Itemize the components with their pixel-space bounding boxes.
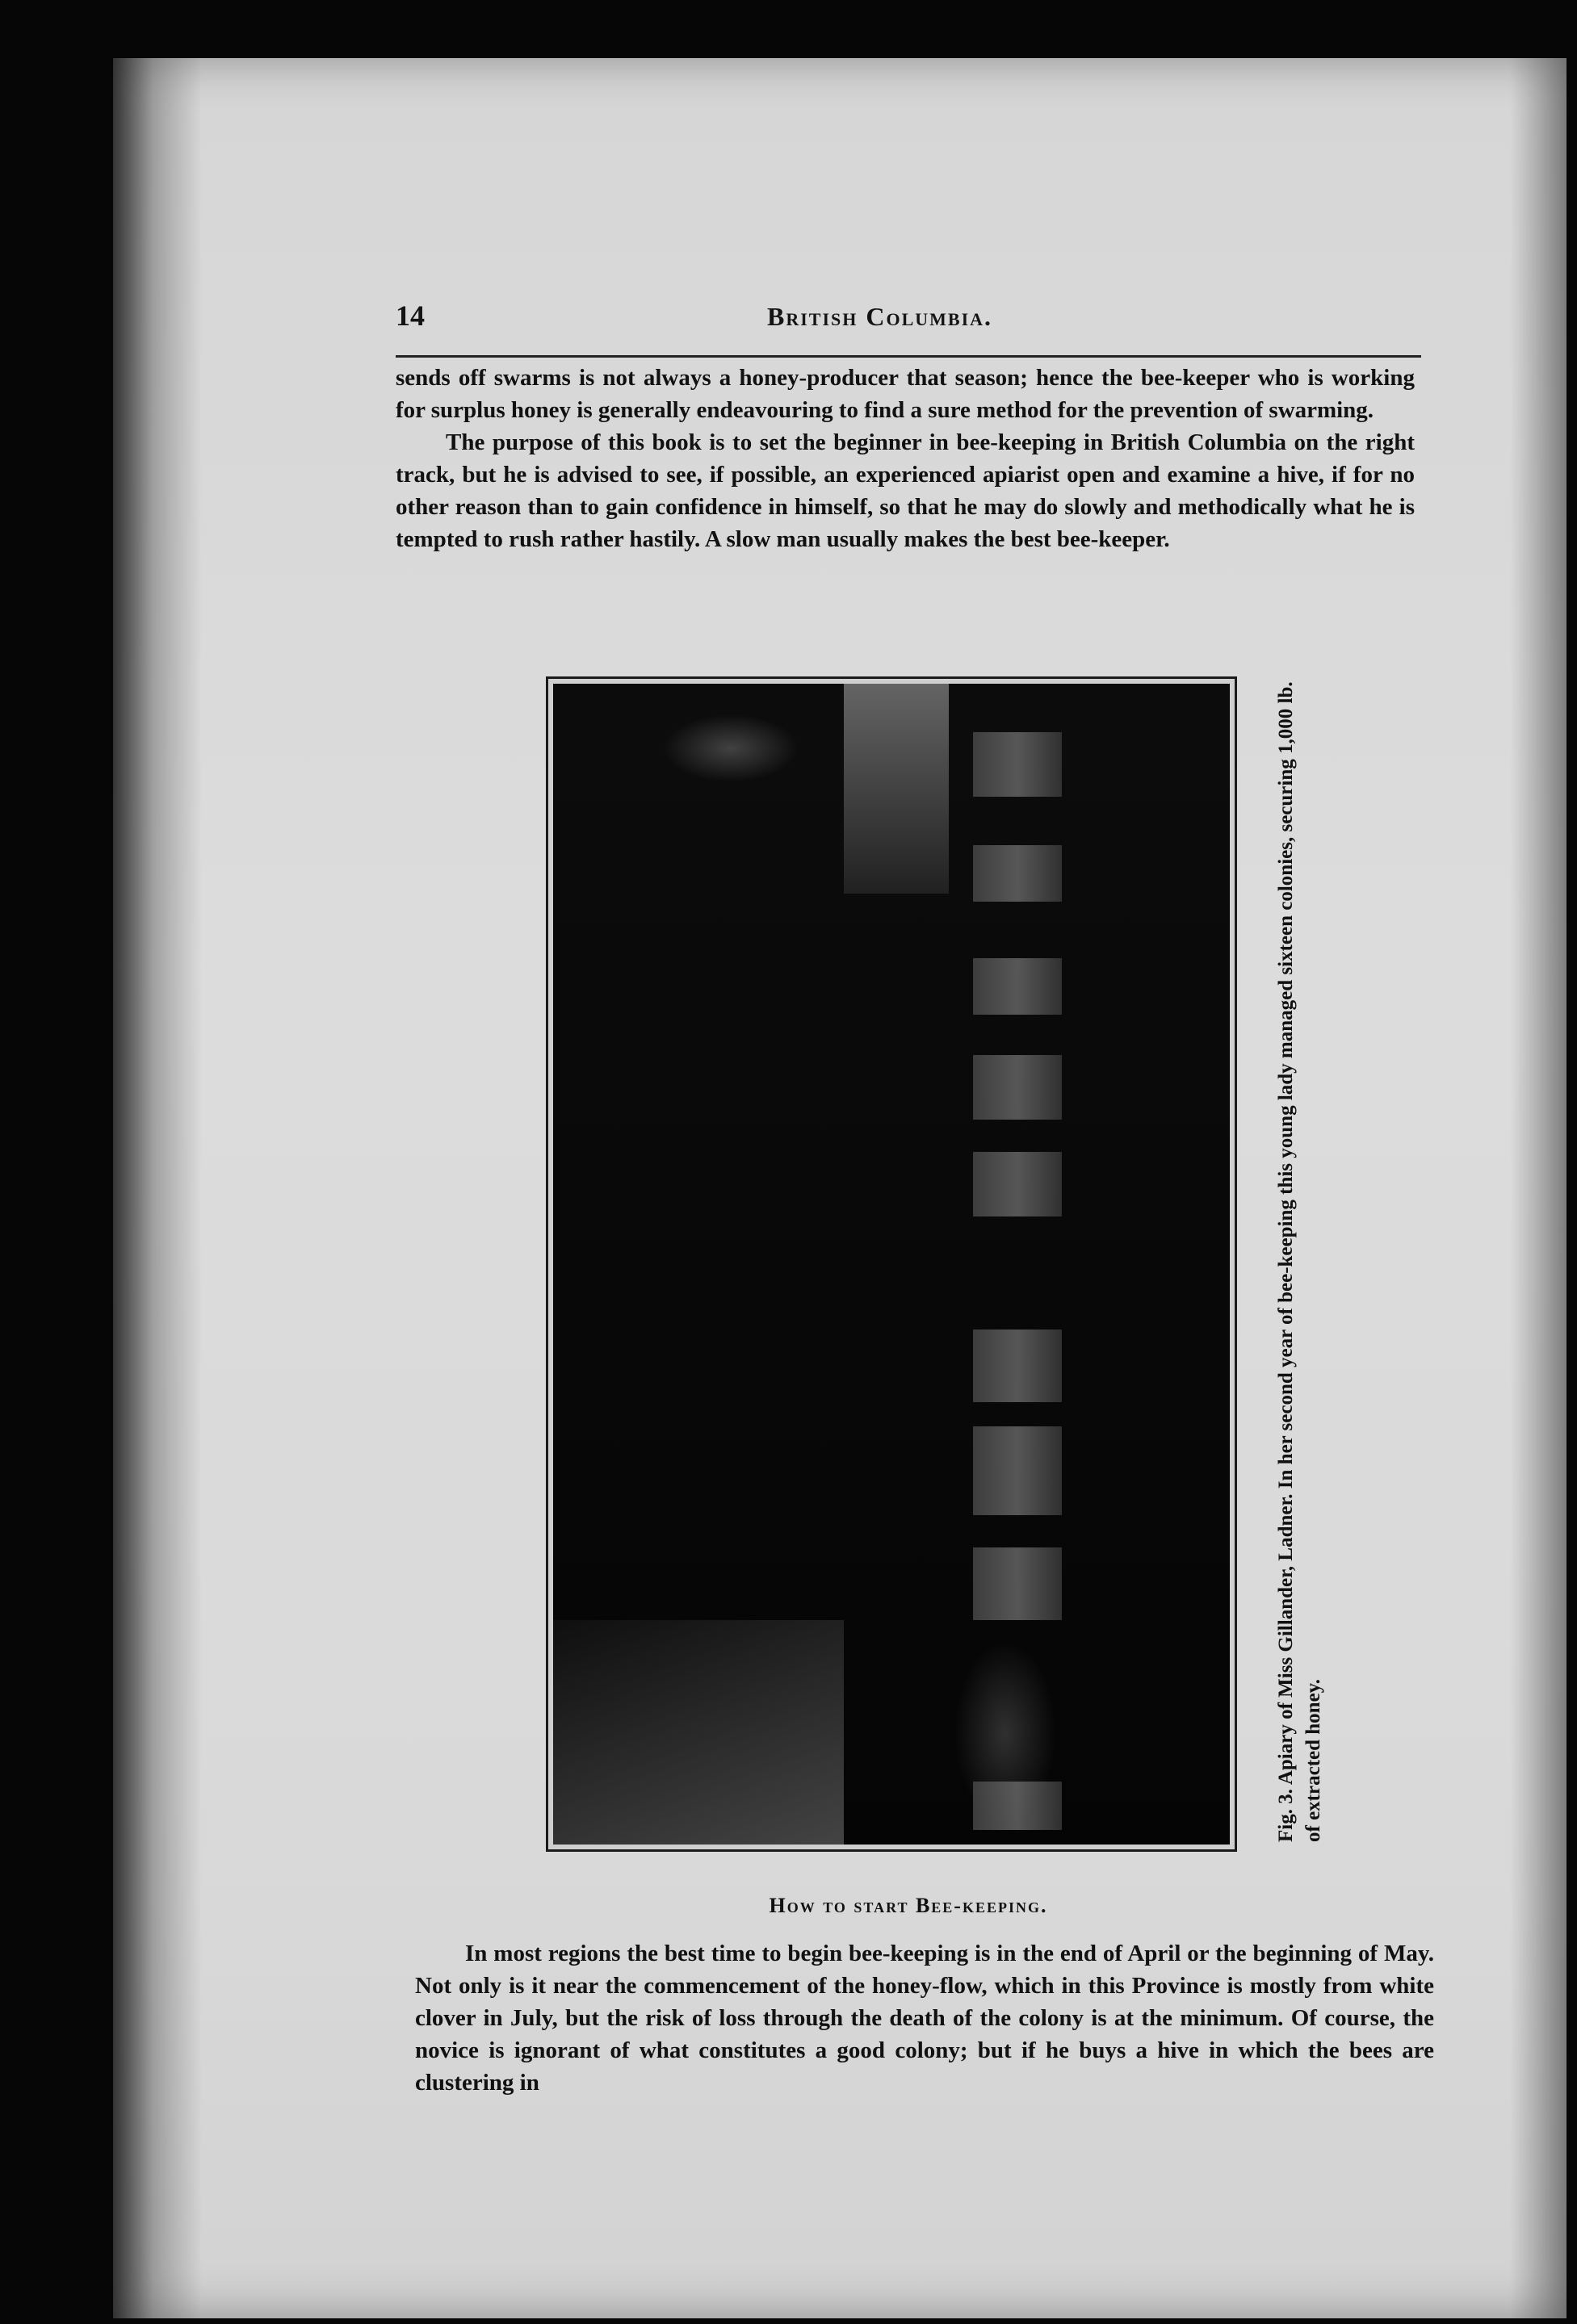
running-head	[396, 299, 1421, 350]
photo-hive	[973, 845, 1062, 902]
photo-hive	[973, 732, 1062, 797]
photo-hive	[973, 1329, 1062, 1402]
paragraph: sends off swarms is not always a honey-producer that season; hence the bee-keeper who is working for surplus honey is generally endeavouring to find a sure method for the prevention of swarming.	[396, 365, 1415, 423]
paragraph: The purpose of this book is to set the beginner in bee-keeping in British Columbia on the right track, but he is advised to see, if possible, an experienced apiarist open and examine a hive, if for no other reason than to gain confidence in himself, so that he may do slowly and methodically what he is tempted to rush rather hastily. A slow man usually makes the best bee-keeper.	[396, 429, 1415, 552]
photo-image	[553, 684, 1230, 1845]
photo-hive	[973, 1152, 1062, 1216]
section-heading: How to start Bee-keeping.	[769, 1894, 1048, 1917]
page-number: 14	[396, 299, 425, 332]
photo-hive	[973, 958, 1062, 1015]
photo-hive	[973, 1547, 1062, 1620]
apiary-photograph	[546, 676, 1237, 1852]
photo-sky-area	[844, 684, 949, 894]
photo-hive	[973, 1426, 1062, 1515]
paragraph: In most regions the best time to begin bee-keeping is in the end of April or the beginning of May. Not only is it near the commencement of the honey-flow, which in this Province is mostly from white clover in July, but the risk of loss through the death of the colony is at the minimum. Of course, the novice is ignorant of what constitutes a good colony; but if he buys a hive in which the bees are clustering in	[415, 1941, 1434, 2096]
header-rule	[396, 355, 1421, 358]
page-edge-shadow	[1510, 58, 1567, 2318]
top-text-block	[396, 362, 1415, 555]
bottom-text-block	[415, 1937, 1434, 2099]
photo-hive-row	[973, 700, 1062, 1830]
page-gutter-shadow	[113, 58, 202, 2318]
photo-ground	[553, 1620, 844, 1845]
figure-caption: Fig. 3. Apiary of Miss Gillander, Ladner. In her second year of bee-keeping this young lady managed sixteen colonies, securing 1,000 lb. of extracted honey.	[1275, 681, 1324, 1842]
photo-hive	[973, 1055, 1062, 1120]
running-title: British Columbia.	[767, 302, 993, 331]
photo-hive	[973, 1782, 1062, 1830]
